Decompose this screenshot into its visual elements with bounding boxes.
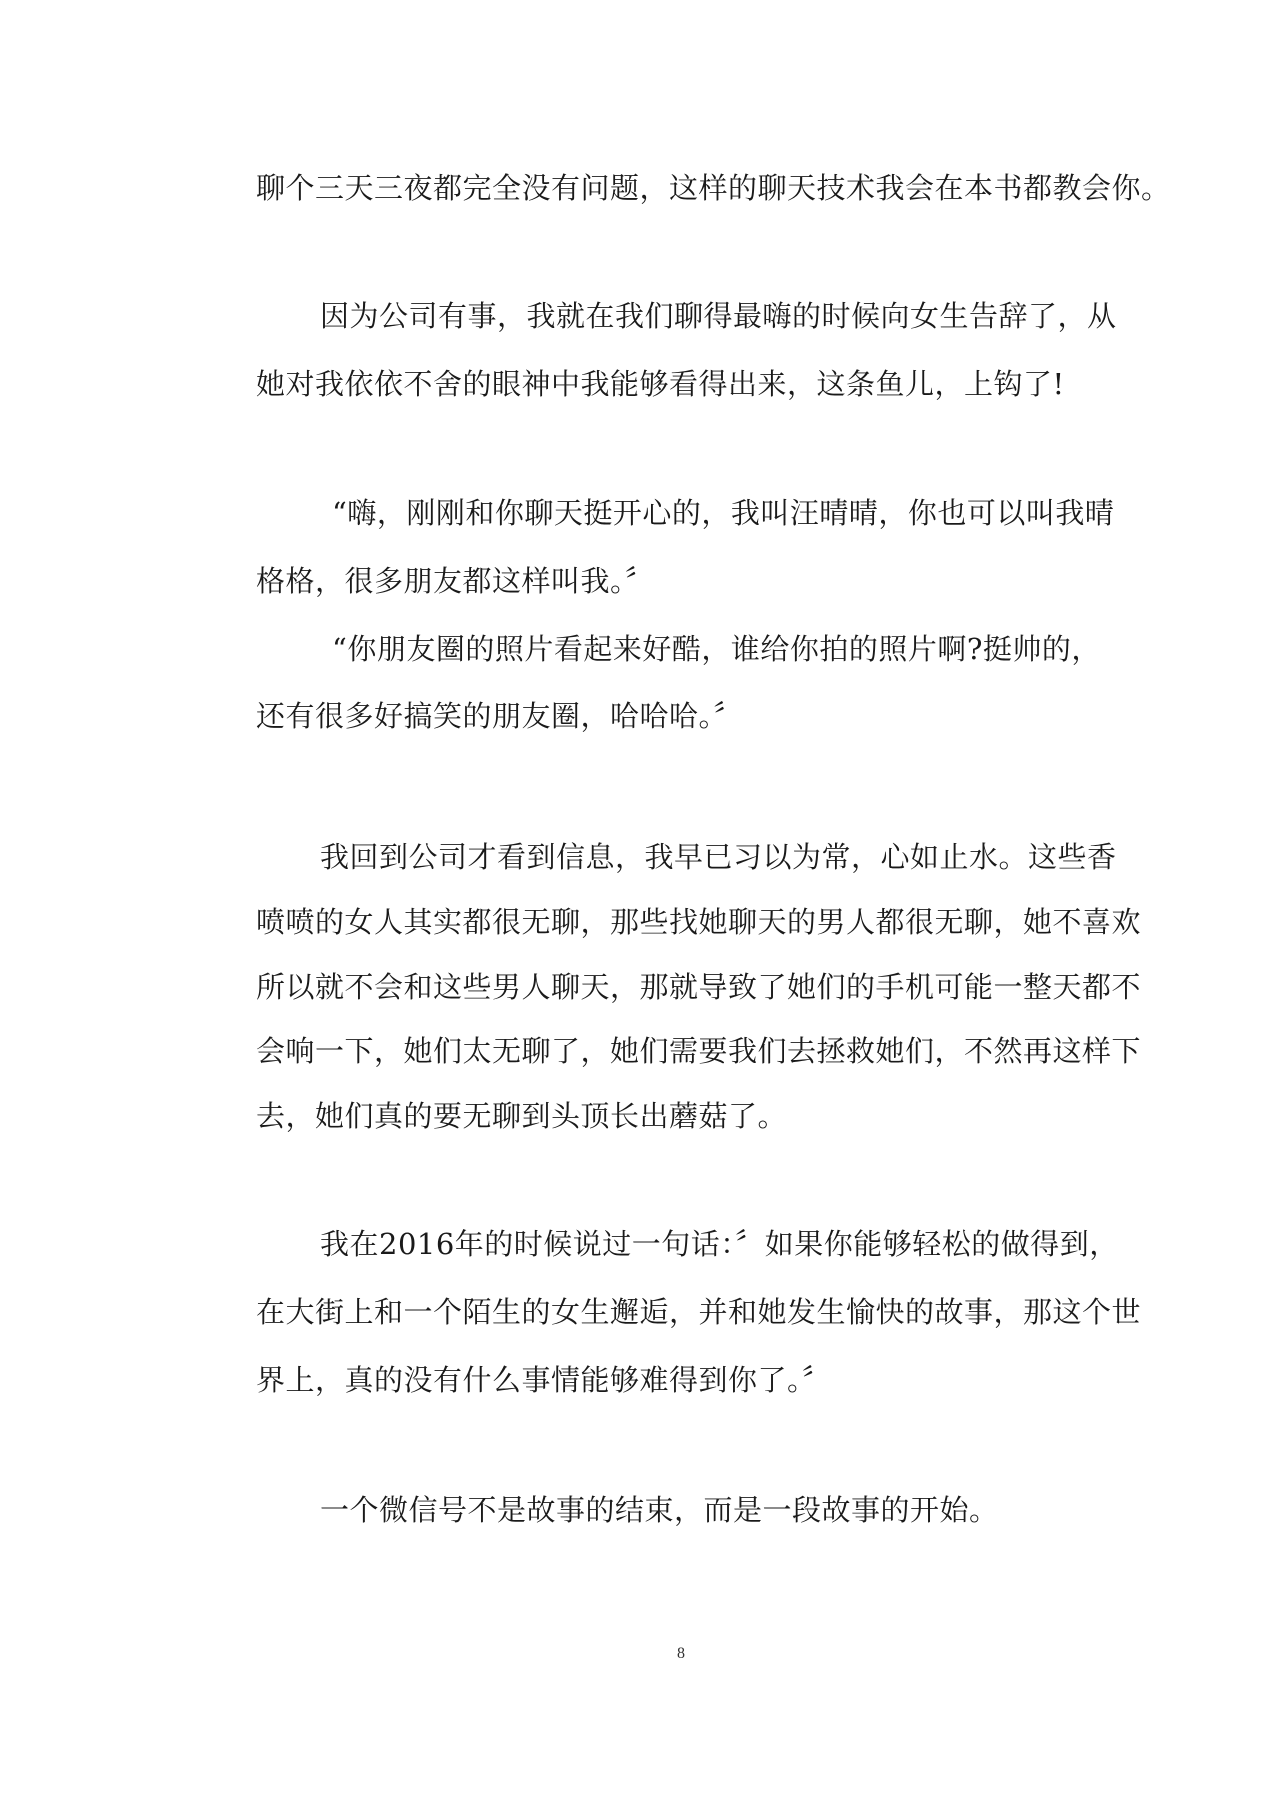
text-line: 我在2016年的时候说过一句话：〞如果你能够轻松的做得到， — [320, 1227, 1119, 1261]
text-line: “嗨，刚刚和你聊天挺开心的，我叫汪晴晴，你也可以叫我晴 — [332, 496, 1115, 530]
text-line: 界上，真的没有什么事情能够难得到你了。〞 — [256, 1363, 832, 1397]
text-line: 去，她们真的要无聊到头顶长出蘑菇了。 — [256, 1099, 788, 1133]
text-line: 她对我依依不舍的眼神中我能够看得出来，这条鱼儿，上钩了! — [256, 367, 1065, 401]
text-line: 会响一下，她们太无聊了，她们需要我们去拯救她们，不然再这样下 — [256, 1034, 1142, 1068]
text-line: 我回到公司才看到信息，我早已习以为常，心如止水。这些香 — [320, 840, 1117, 874]
text-line: 一个微信号不是故事的结束，而是一段故事的开始。 — [320, 1493, 999, 1527]
page-number: 8 — [677, 1645, 685, 1662]
text-line: 喷喷的女人其实都很无聊，那些找她聊天的男人都很无聊，她不喜欢 — [256, 905, 1142, 939]
text-line: 格格，很多朋友都这样叫我。〞 — [256, 564, 655, 598]
text-line: 在大街上和一个陌生的女生邂逅，并和她发生愉快的故事，那这个世 — [256, 1295, 1142, 1329]
text-line: “你朋友圈的照片看起来好酷，谁给你拍的照片啊?挺帅的， — [332, 632, 1101, 666]
text-line: 因为公司有事，我就在我们聊得最嗨的时候向女生告辞了，从 — [320, 299, 1117, 333]
text-line: 还有很多好搞笑的朋友圈，哈哈哈。〞 — [256, 699, 744, 733]
text-line: 所以就不会和这些男人聊天，那就导致了她们的手机可能一整天都不 — [256, 970, 1142, 1004]
text-line: 聊个三天三夜都完全没有问题，这样的聊天技术我会在本书都教会你。 — [256, 171, 1171, 205]
